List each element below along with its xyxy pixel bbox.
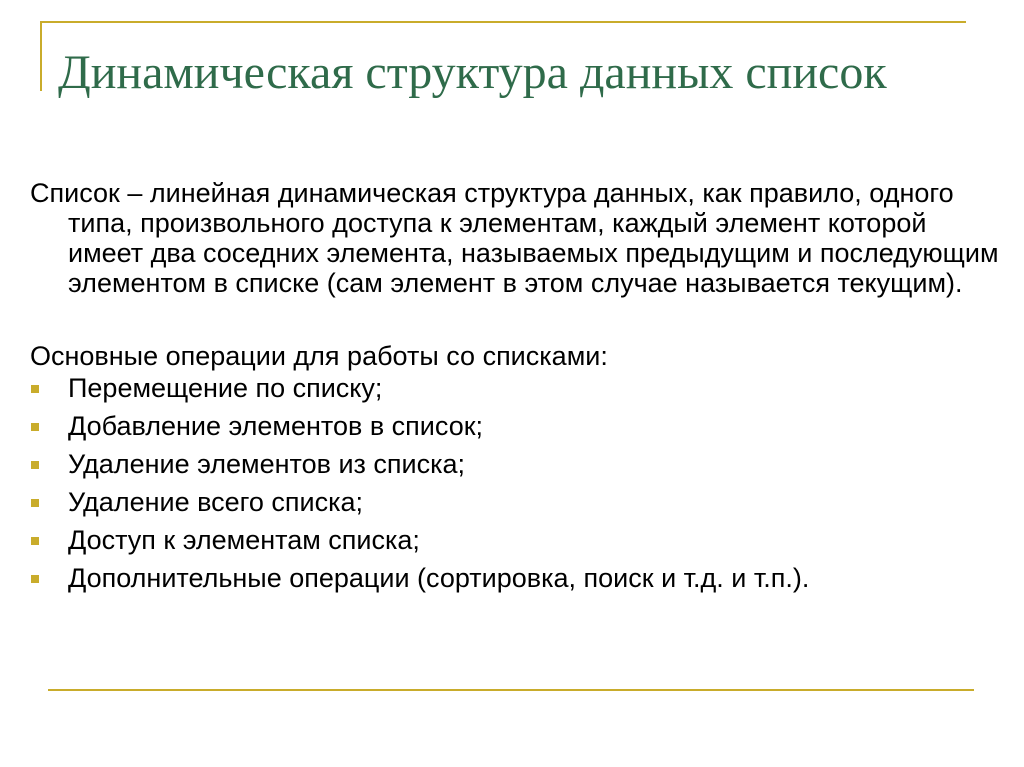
square-bullet-icon — [31, 537, 39, 545]
slide-content — [30, 178, 1005, 593]
frame-left-line — [40, 21, 42, 91]
frame-bottom-line — [48, 689, 974, 691]
operations-list — [30, 373, 1005, 593]
square-bullet-icon — [31, 385, 39, 393]
square-bullet-icon — [31, 499, 39, 507]
list-item — [30, 373, 1005, 403]
list-item-text: Удаление элементов из списка; — [68, 449, 466, 479]
list-item — [30, 563, 1005, 593]
list-item-text: Дополнительные операции (сортировка, поиск и т.д. и т.п.). — [68, 563, 810, 593]
square-bullet-icon — [31, 461, 39, 469]
list-item — [30, 449, 1005, 479]
list-item — [30, 411, 1005, 441]
list-item-text: Доступ к элементам списка; — [68, 525, 420, 555]
list-item — [30, 487, 1005, 517]
list-item-text: Удаление всего списка; — [68, 487, 364, 517]
list-item-text: Добавление элементов в список; — [68, 411, 484, 441]
definition-paragraph: Список – линейная динамическая структура данных, как правило, одного типа, произвольного доступа к элементам, каждый элемент которой имеет два соседних элемента, называемых предыдущим и последующим элементом в списке (сам элемент в этом случае называется текущим). — [30, 178, 999, 298]
slide-title: Динамическая структура данных список — [58, 46, 887, 99]
operations-heading: Основные операции для работы со списками: — [30, 341, 608, 371]
square-bullet-icon — [31, 575, 39, 583]
list-item-text: Перемещение по списку; — [68, 373, 383, 403]
list-item — [30, 525, 1005, 555]
square-bullet-icon — [31, 423, 39, 431]
frame-top-line — [40, 21, 966, 23]
